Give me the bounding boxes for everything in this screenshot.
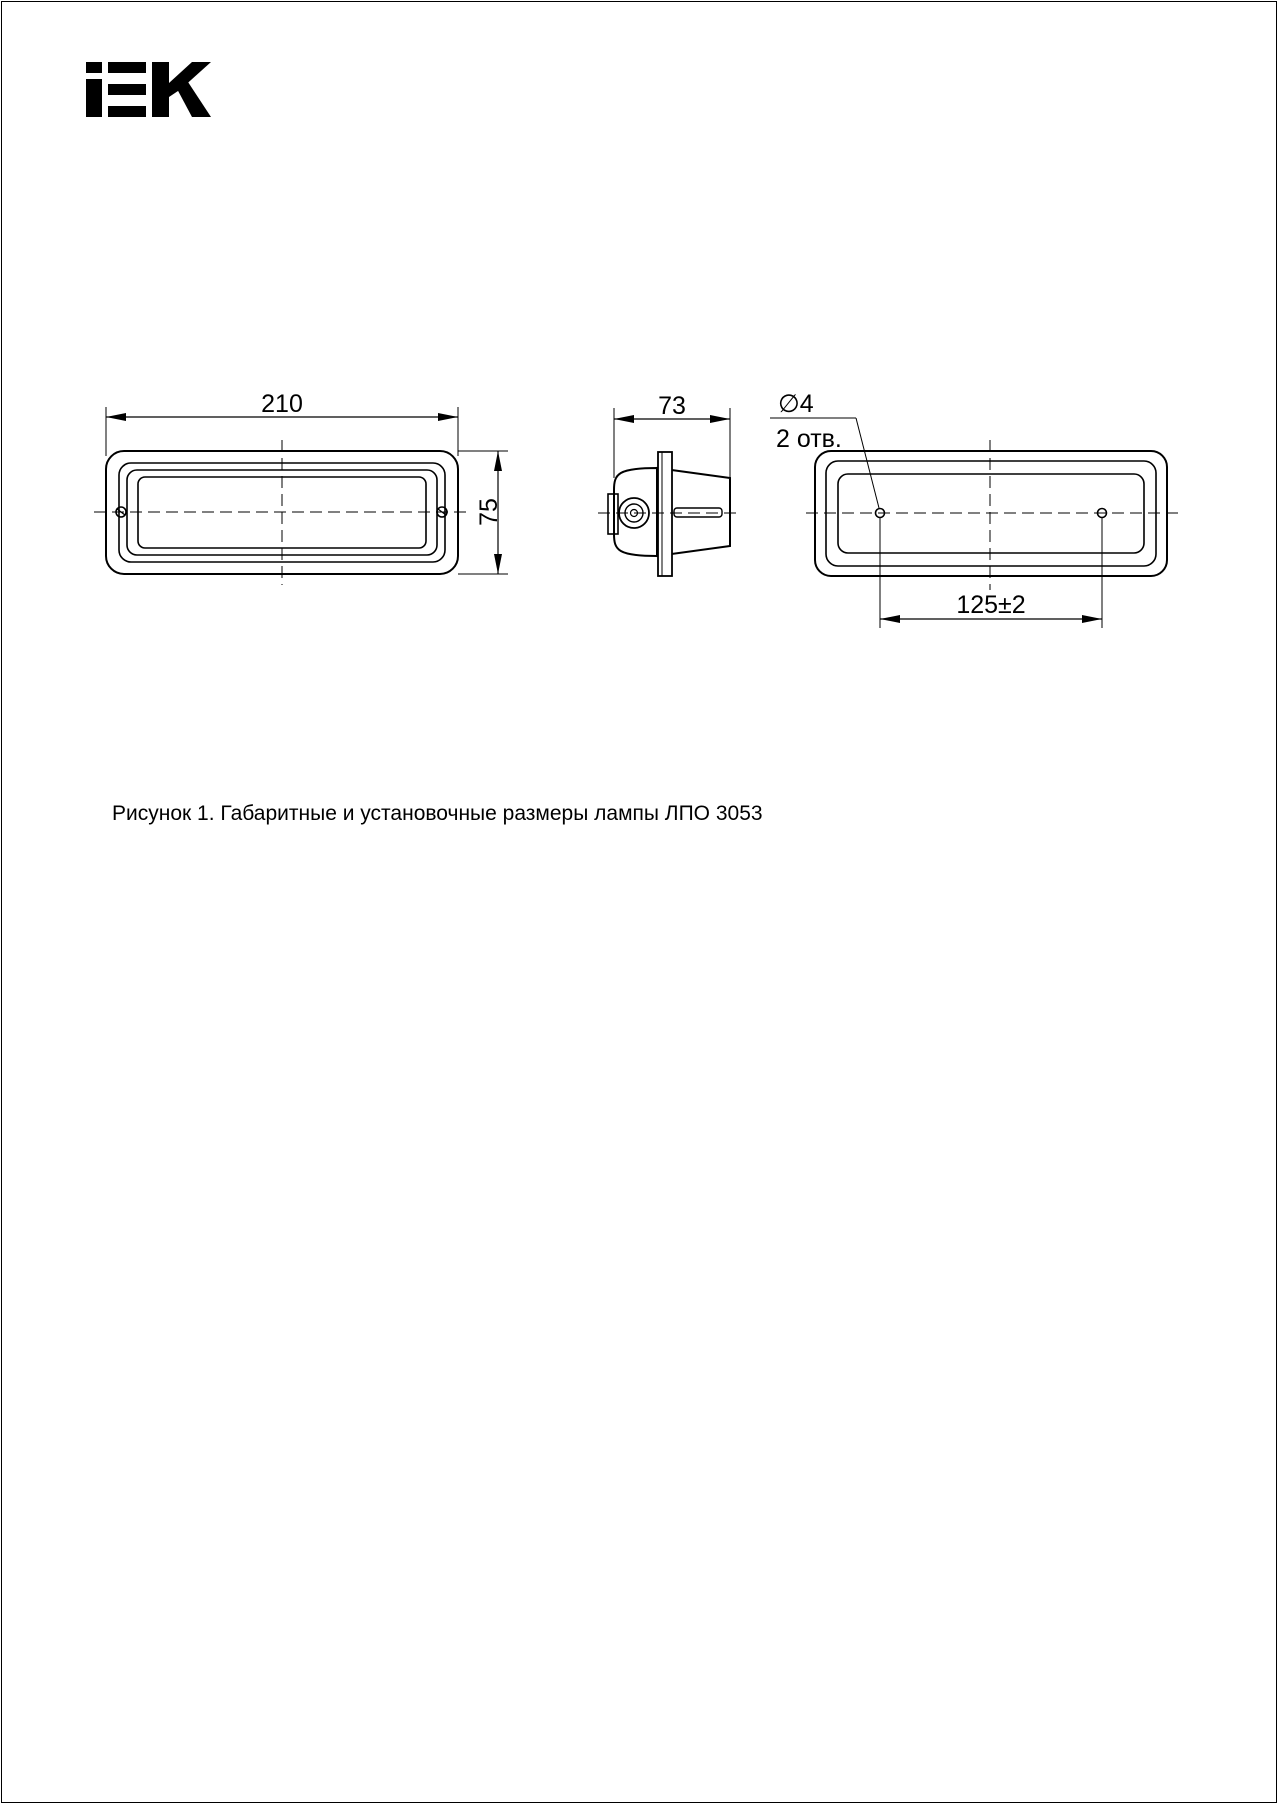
side-depth-label: 73 bbox=[658, 392, 686, 420]
side-mounting-plate bbox=[658, 452, 672, 576]
hole-diameter-label: ∅4 bbox=[778, 390, 814, 418]
figure-caption: Рисунок 1. Габаритные и установочные размеры лампы ЛПО 3053 bbox=[112, 802, 763, 825]
hole-spacing-label: 125±2 bbox=[956, 591, 1026, 619]
front-height-label: 75 bbox=[475, 498, 503, 526]
front-view bbox=[94, 407, 508, 585]
hole-leader-line bbox=[856, 418, 879, 508]
side-view bbox=[598, 408, 738, 576]
front-width-label: 210 bbox=[261, 390, 303, 418]
dimension-drawing bbox=[0, 0, 1280, 700]
side-cover bbox=[614, 468, 657, 556]
hole-count-label: 2 отв. bbox=[776, 425, 842, 453]
